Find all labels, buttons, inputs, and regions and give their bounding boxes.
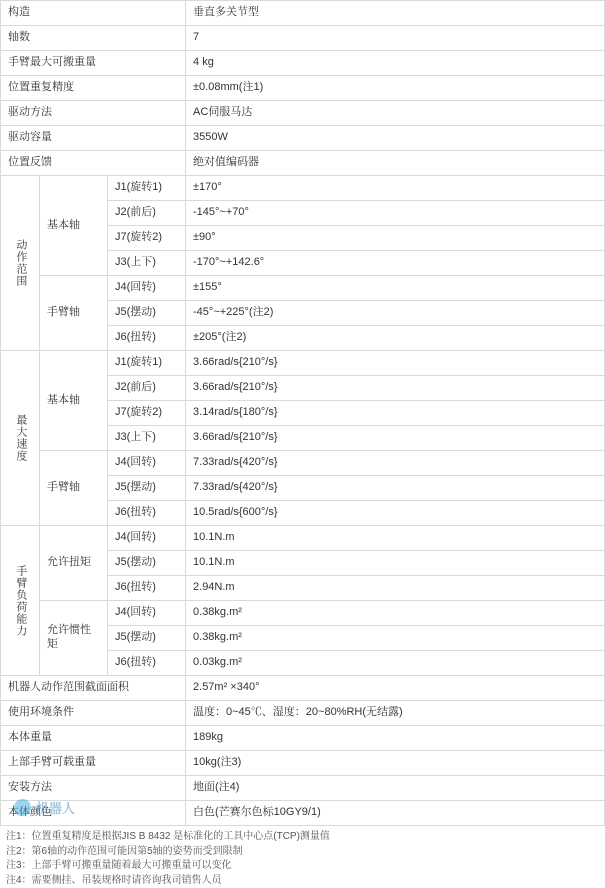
axis-value: ±90° xyxy=(186,226,605,251)
row-value: 白色(芒赛尔色标10GY9/1) xyxy=(186,801,605,826)
watermark-text: 机器人 xyxy=(36,798,75,817)
group-label: 手臂轴 xyxy=(40,451,108,526)
row-value: 垂直多关节型 xyxy=(186,1,605,26)
table-row xyxy=(1,776,605,801)
table-row xyxy=(1,676,605,701)
axis-value: 0.38kg.m² xyxy=(186,601,605,626)
axis-value: 3.14rad/s{180°/s} xyxy=(186,401,605,426)
row-label: 本体重量 xyxy=(1,726,186,751)
table-row xyxy=(1,351,605,376)
axis-value: ±205°(注2) xyxy=(186,326,605,351)
footnotes xyxy=(0,826,605,888)
axis-label: J4(回转) xyxy=(108,526,186,551)
table-row xyxy=(1,76,605,101)
footnote-4: 注4：需要侧挂、吊装规格时请咨询我司销售人员 xyxy=(6,874,599,888)
table-row xyxy=(1,176,605,201)
row-value: 3550W xyxy=(186,126,605,151)
table-row xyxy=(1,101,605,126)
table-row xyxy=(1,51,605,76)
axis-value: 7.33rad/s{420°/s} xyxy=(186,451,605,476)
footnote-2: 注2：第6轴的动作范围可能因第5轴的姿势而受到限制 xyxy=(6,845,599,860)
footnote-3: 注3：上部手臂可搬重量随着最大可搬重量可以变化 xyxy=(6,859,599,874)
axis-label: J2(前后) xyxy=(108,201,186,226)
axis-label: J3(上下) xyxy=(108,426,186,451)
axis-value: 10.5rad/s{600°/s} xyxy=(186,501,605,526)
row-value: 4 kg xyxy=(186,51,605,76)
axis-label: J5(摆动) xyxy=(108,626,186,651)
table-row xyxy=(1,601,605,626)
table-row xyxy=(1,1,605,26)
section-label: 最大速度 xyxy=(1,351,40,526)
axis-value: 7.33rad/s{420°/s} xyxy=(186,476,605,501)
row-label: 驱动方法 xyxy=(1,101,186,126)
row-value: 地面(注4) xyxy=(186,776,605,801)
table-row xyxy=(1,526,605,551)
table-row xyxy=(1,151,605,176)
axis-label: J7(旋转2) xyxy=(108,401,186,426)
row-value: 2.57m² ×340° xyxy=(186,676,605,701)
row-value: 7 xyxy=(186,26,605,51)
row-value: ±0.08mm(注1) xyxy=(186,76,605,101)
row-value: 温度：0~45℃、湿度：20~80%RH(无结露) xyxy=(186,701,605,726)
table-row xyxy=(1,726,605,751)
table-row xyxy=(1,451,605,476)
group-label: 允许扭矩 xyxy=(40,526,108,601)
axis-label: J6(扭转) xyxy=(108,651,186,676)
row-label: 手臂最大可搬重量 xyxy=(1,51,186,76)
spec-table-body xyxy=(1,1,605,826)
section-label: 动作范围 xyxy=(1,176,40,351)
row-value: 绝对值编码器 xyxy=(186,151,605,176)
group-label: 基本轴 xyxy=(40,176,108,276)
row-label: 位置反馈 xyxy=(1,151,186,176)
axis-label: J4(回转) xyxy=(108,451,186,476)
axis-label: J1(旋转1) xyxy=(108,176,186,201)
axis-value: 0.03kg.m² xyxy=(186,651,605,676)
row-label: 轴数 xyxy=(1,26,186,51)
axis-value: ±155° xyxy=(186,276,605,301)
axis-label: J4(回转) xyxy=(108,601,186,626)
row-label: 使用环境条件 xyxy=(1,701,186,726)
axis-label: J6(扭转) xyxy=(108,576,186,601)
axis-label: J5(摆动) xyxy=(108,301,186,326)
section-label: 手臂负荷能力 xyxy=(1,526,40,676)
axis-label: J5(摆动) xyxy=(108,476,186,501)
table-row xyxy=(1,801,605,826)
row-label: 构造 xyxy=(1,1,186,26)
row-label: 安装方法 xyxy=(1,776,186,801)
axis-label: J4(回转) xyxy=(108,276,186,301)
row-value: 189kg xyxy=(186,726,605,751)
axis-value: 3.66rad/s{210°/s} xyxy=(186,426,605,451)
axis-value: 0.38kg.m² xyxy=(186,626,605,651)
table-row xyxy=(1,26,605,51)
axis-label: J5(摆动) xyxy=(108,551,186,576)
axis-label: J3(上下) xyxy=(108,251,186,276)
axis-label: J7(旋转2) xyxy=(108,226,186,251)
axis-label: J6(扭转) xyxy=(108,501,186,526)
row-label: 本体颜色 xyxy=(1,801,186,826)
row-value: AC伺服马达 xyxy=(186,101,605,126)
axis-value: 3.66rad/s{210°/s} xyxy=(186,351,605,376)
group-label: 允许惯性矩 xyxy=(40,601,108,676)
table-row xyxy=(1,276,605,301)
row-value: 10kg(注3) xyxy=(186,751,605,776)
row-label: 驱动容量 xyxy=(1,126,186,151)
axis-label: J1(旋转1) xyxy=(108,351,186,376)
axis-value: -170°~+142.6° xyxy=(186,251,605,276)
table-row xyxy=(1,751,605,776)
row-label: 上部手臂可载重量 xyxy=(1,751,186,776)
footnote-1: 注1：位置重复精度是根据JIS B 8432 是标准化的工具中心点(TCP)测量值 xyxy=(6,830,599,845)
group-label: 手臂轴 xyxy=(40,276,108,351)
axis-value: 3.66rad/s{210°/s} xyxy=(186,376,605,401)
axis-value: -145°~+70° xyxy=(186,201,605,226)
table-row xyxy=(1,126,605,151)
row-label: 位置重复精度 xyxy=(1,76,186,101)
axis-label: J6(扭转) xyxy=(108,326,186,351)
axis-value: 10.1N.m xyxy=(186,551,605,576)
axis-value: 10.1N.m xyxy=(186,526,605,551)
axis-value: ±170° xyxy=(186,176,605,201)
axis-value: 2.94N.m xyxy=(186,576,605,601)
axis-value: -45°~+225°(注2) xyxy=(186,301,605,326)
table-row xyxy=(1,701,605,726)
row-label: 机器人动作范围截面面积 xyxy=(1,676,186,701)
axis-label: J2(前后) xyxy=(108,376,186,401)
group-label: 基本轴 xyxy=(40,351,108,451)
